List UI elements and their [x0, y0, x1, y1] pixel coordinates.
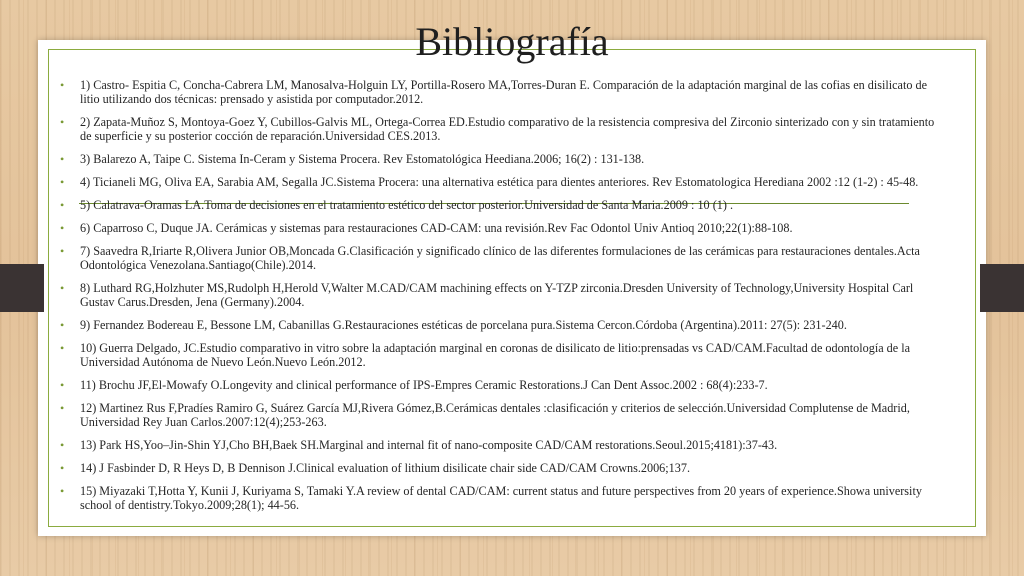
reference-text: 2) Zapata-Muñoz S, Montoya-Goez Y, Cubillos-Galvis ML, Ortega-Correa ED.Estudio comparativo de la resistencia compresiva del Zirconio sinterizado con y sin tratamiento de superficie y su posterior cocción de reparación.Universidad CES.2013. [80, 115, 935, 143]
reference-item-4 [58, 175, 948, 189]
bullet-icon: • [60, 78, 65, 92]
reference-text: 4) Ticianeli MG, Oliva EA, Sarabia AM, Segalla JC.Sistema Procera: una alternativa estética para dientes anteriores. Rev Estomatologica Herediana 2002 :12 (1-2) : 45-48. [80, 175, 919, 189]
reference-list [58, 78, 948, 521]
reference-text: 10) Guerra Delgado, JC.Estudio comparativo in vitro sobre la adaptación marginal en coronas de disilicato de litio:prensadas vs CAD/CAM.Facultad de odontología de la Universidad Autónoma de Nuevo León.Nuevo León.2012. [80, 341, 911, 369]
reference-item-10 [58, 341, 948, 369]
reference-item-12 [58, 401, 948, 429]
bullet-icon: • [60, 221, 65, 235]
reference-item-15 [58, 484, 948, 512]
reference-item-9 [58, 318, 948, 332]
reference-text: 7) Saavedra R,Iriarte R,Olivera Junior OB,Moncada G.Clasificación y significado clínico de las diferentes formulaciones de las cerámicas para restauraciones dentales.Acta Odontológica Venezolana.Santiago(Chile).2014. [80, 244, 920, 272]
reference-text: 8) Luthard RG,Holzhuter MS,Rudolph H,Herold V,Walter M.CAD/CAM machining effects on Y-TZP zirconia.Dresden University of Technology,University Hospital Carl Gustav Carus.Dresden, Jena (Germany).2004. [80, 281, 914, 309]
reference-text: 1) Castro- Espitia C, Concha-Cabrera LM, Manosalva-Holguin LY, Portilla-Rosero MA,Torres-Duran E. Comparación de la adaptación marginal de las cofias en disilicato de litio utilizando dos técnicas: prensado y asistida por computador.2012. [80, 78, 927, 106]
reference-item-1 [58, 78, 948, 106]
reference-item-11 [58, 378, 948, 392]
bullet-icon: • [60, 115, 65, 129]
bullet-icon: • [60, 198, 65, 212]
bullet-icon: • [60, 438, 65, 452]
reference-text: 9) Fernandez Bodereau E, Bessone LM, Cabanillas G.Restauraciones estéticas de porcelana pura.Sistema Cercon.Córdoba (Argentina).2011: 27(5): 231-240. [80, 318, 847, 332]
reference-item-2 [58, 115, 948, 143]
reference-item-7 [58, 244, 948, 272]
reference-item-3 [58, 152, 948, 166]
reference-item-14 [58, 461, 948, 475]
reference-text: 12) Martinez Rus F,Pradíes Ramiro G, Suárez García MJ,Rivera Gómez,B.Cerámicas dentales :clasificación y criterios de selección.Universidad Complutense de Madrid, Universidad Rey Juan Carlos.2007:12(4);253-263. [80, 401, 910, 429]
reference-text: 5) Calatrava-Oramas LA.Toma de decisiones en el tratamiento estético del sector posterior.Universidad de Santa Maria.2009 : 10 (1) . [80, 198, 733, 212]
reference-text: 3) Balarezo A, Taipe C. Sistema In-Ceram y Sistema Procera. Rev Estomatológica Heediana.2006; 16(2) : 131-138. [80, 152, 645, 166]
bullet-icon: • [60, 281, 65, 295]
reference-item-5 [58, 198, 948, 212]
bullet-icon: • [60, 401, 65, 415]
reference-item-8 [58, 281, 948, 309]
bullet-icon: • [60, 378, 65, 392]
right-side-tab [980, 264, 1024, 312]
reference-text: 6) Caparroso C, Duque JA. Cerámicas y sistemas para restauraciones CAD-CAM: una revisión.Rev Fac Odontol Univ Antioq 2010;22(1):88-108. [80, 221, 793, 235]
bullet-icon: • [60, 461, 65, 475]
reference-text: 14) J Fasbinder D, R Heys D, B Dennison J.Clinical evaluation of lithium disilicate chair side CAD/CAM Crowns.2006;137. [80, 461, 690, 475]
reference-text: 13) Park HS,Yoo–Jin-Shin YJ,Cho BH,Baek SH.Marginal and internal fit of nano-composite CAD/CAM restorations.Seoul.2015;4181):37-43. [80, 438, 778, 452]
bullet-icon: • [60, 244, 65, 258]
reference-item-13 [58, 438, 948, 452]
bullet-icon: • [60, 152, 65, 166]
bullet-icon: • [60, 318, 65, 332]
bullet-icon: • [60, 484, 65, 498]
reference-text: 11) Brochu JF,El-Mowafy O.Longevity and clinical performance of IPS-Empres Ceramic Restorations.J Can Dent Assoc.2002 : 68(4):233-7. [80, 378, 768, 392]
reference-item-6 [58, 221, 948, 235]
bullet-icon: • [60, 175, 65, 189]
reference-text: 15) Miyazaki T,Hotta Y, Kunii J, Kuriyama S, Tamaki Y.A review of dental CAD/CAM: current status and future perspectives from 20 years of experience.Showa university school of dentistry.Tokyo.2009;28(1); 44-56. [80, 484, 922, 512]
slide-title: Bibliografía [415, 19, 609, 64]
bullet-icon: • [60, 341, 65, 355]
left-side-tab [0, 264, 44, 312]
